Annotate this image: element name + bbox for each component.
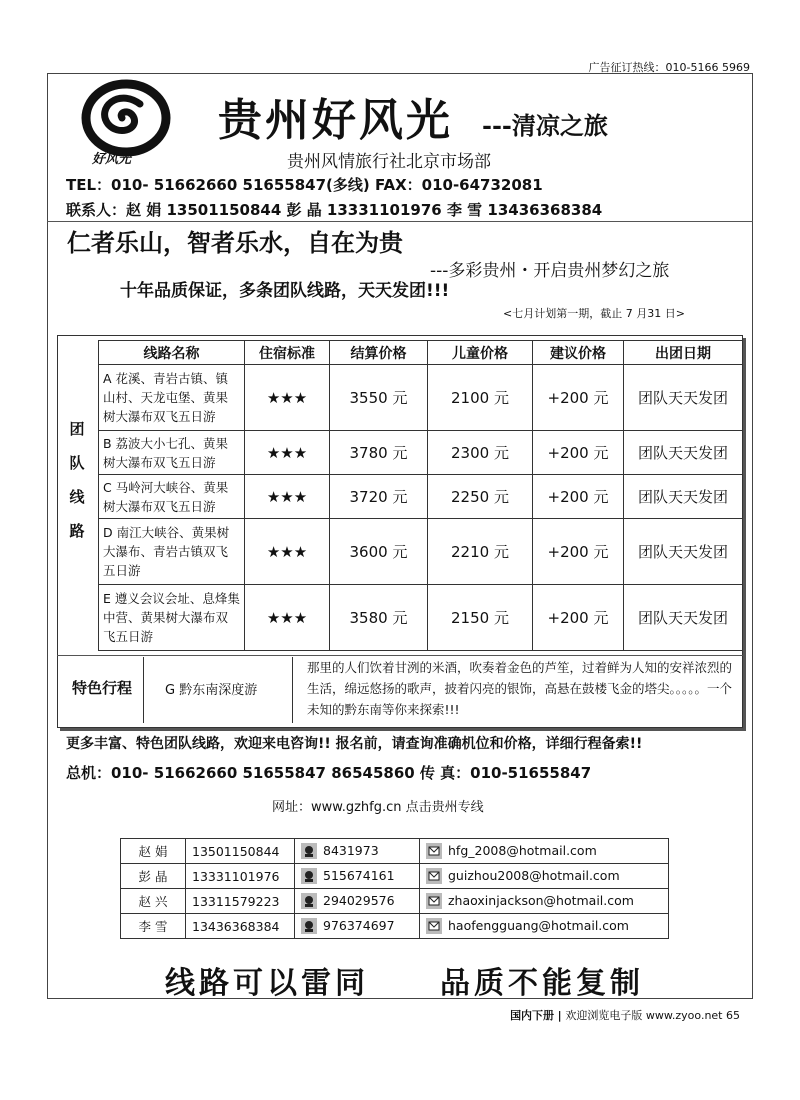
contact-qq: 8431973 xyxy=(323,842,379,858)
group-label-char: 队 xyxy=(69,454,85,472)
email-icon xyxy=(426,868,442,884)
departure: 团队天天发团 xyxy=(624,475,743,519)
contact-qq: 294029576 xyxy=(323,892,395,908)
child-price: 2250 元 xyxy=(428,475,533,519)
page-footer: 国内下册 | 欢迎浏览电子版 www.zyoo.net 65 xyxy=(510,1009,740,1022)
special-route xyxy=(57,655,743,725)
route-name: D 南江大峡谷、黄果树大瀑布、青岩古镇双飞五日游 xyxy=(99,519,245,585)
header-suggest-price: 建议价格 xyxy=(533,341,624,365)
table-row xyxy=(99,475,743,519)
phone-numbers: 总机：010- 51662660 51655847 86545860 传 真：010-51655847 xyxy=(66,764,592,782)
brand-subtitle: ---清凉之旅 xyxy=(482,111,608,140)
contact-email[interactable]: hfg_2008@hotmail.com xyxy=(448,842,597,858)
route-table-header xyxy=(99,341,743,365)
contact-phone: 13331101976 xyxy=(186,864,295,889)
special-divider-2 xyxy=(292,657,293,723)
hotel-stars: ★★★ xyxy=(245,365,330,431)
contact-name: 赵 兴 xyxy=(121,889,186,914)
child-price: 2210 元 xyxy=(428,519,533,585)
group-label-char: 路 xyxy=(69,522,85,540)
route-price: 3550 元 xyxy=(330,365,428,431)
table-row xyxy=(121,839,669,864)
table-row xyxy=(121,889,669,914)
logo-text: 好风光 xyxy=(92,152,132,167)
route-name: E 遵义会议会址、息烽集中营、黄果树大瀑布双飞五日游 xyxy=(99,585,245,651)
tagline-right: 品质不能复制 xyxy=(440,966,644,1001)
header-departure: 出团日期 xyxy=(624,341,743,365)
special-label: 特色行程 xyxy=(71,679,132,697)
hotel-stars: ★★★ xyxy=(245,431,330,475)
qq-icon xyxy=(301,893,317,909)
contact-qq: 976374697 xyxy=(323,917,395,933)
agency-name: 贵州风情旅行社北京市场部 xyxy=(287,152,491,172)
route-price: 3720 元 xyxy=(330,475,428,519)
hotel-stars: ★★★ xyxy=(245,519,330,585)
group-label-char: 团 xyxy=(69,420,85,438)
contact-name: 赵 娟 xyxy=(121,839,186,864)
table-row xyxy=(121,914,669,939)
contact-email[interactable]: zhaoxinjackson@hotmail.com xyxy=(448,892,634,908)
contact-name: 李 雪 xyxy=(121,914,186,939)
departure: 团队天天发团 xyxy=(624,365,743,431)
page-number: 65 xyxy=(726,1009,740,1022)
quality-slogan: 十年品质保证，多条团队线路，天天发团!!! xyxy=(120,281,450,301)
header-child-price: 儿童价格 xyxy=(428,341,533,365)
route-price: 3600 元 xyxy=(330,519,428,585)
header-hotel: 住宿标准 xyxy=(245,341,330,365)
child-price: 2150 元 xyxy=(428,585,533,651)
qq-icon xyxy=(301,868,317,884)
route-name: C 马岭河大峡谷、黄果树大瀑布双飞五日游 xyxy=(99,475,245,519)
contact-phone: 13436368384 xyxy=(186,914,295,939)
email-icon xyxy=(426,843,442,859)
tagline-left: 线路可以雷同 xyxy=(165,966,369,1001)
route-price: 3580 元 xyxy=(330,585,428,651)
header-divider xyxy=(47,221,753,222)
hotel-stars: ★★★ xyxy=(245,585,330,651)
contact-table xyxy=(120,838,669,939)
table-row xyxy=(121,864,669,889)
ad-hotline: 广告征订热线：010-5166 5969 xyxy=(588,61,750,74)
qq-icon xyxy=(301,843,317,859)
table-row xyxy=(99,431,743,475)
contact-phone: 13311579223 xyxy=(186,889,295,914)
footer-section: 国内下册 xyxy=(510,1009,555,1022)
header-route-name: 线路名称 xyxy=(99,341,245,365)
contact-persons-line: 联系人：赵 娟 13501150844 彭 晶 13331101976 李 雪 13436368384 xyxy=(66,201,603,219)
child-price: 2300 元 xyxy=(428,431,533,475)
special-divider-1 xyxy=(143,657,144,723)
table-row xyxy=(99,365,743,431)
route-table xyxy=(98,340,743,651)
special-description: 那里的人们饮着甘洌的米酒，吹奏着金色的芦笙，过着鲜为人知的安祥浓烈的生活，绵远悠扬的歌声，披着闪亮的银饰，高悬在鼓楼飞金的塔尖。。。。。一个未知的黔东南等你来探索!!! xyxy=(307,660,733,717)
suggest-price: +200 元 xyxy=(533,475,624,519)
suggest-price: +200 元 xyxy=(533,431,624,475)
group-routes-label xyxy=(64,412,90,548)
child-price: 2100 元 xyxy=(428,365,533,431)
departure: 团队天天发团 xyxy=(624,519,743,585)
brand-name: 贵州好风光 xyxy=(218,95,453,146)
route-name: B 荔波大小七孔、黄果树大瀑布双飞五日游 xyxy=(99,431,245,475)
footer-site[interactable]: 欢迎浏览电子版 www.zyoo.net xyxy=(565,1009,723,1022)
header-price: 结算价格 xyxy=(330,341,428,365)
contact-name: 彭 晶 xyxy=(121,864,186,889)
hotel-stars: ★★★ xyxy=(245,475,330,519)
route-price: 3780 元 xyxy=(330,431,428,475)
email-icon xyxy=(426,893,442,909)
suggest-price: +200 元 xyxy=(533,365,624,431)
special-route-name: G 黔东南深度游 xyxy=(165,683,258,698)
departure: 团队天天发团 xyxy=(624,585,743,651)
contact-email[interactable]: guizhou2008@hotmail.com xyxy=(448,867,620,883)
contact-phone: 13501150844 xyxy=(186,839,295,864)
tel-fax-line: TEL：010- 51662660 51655847(多线) FAX：010-64732081 xyxy=(66,176,543,194)
departure: 团队天天发团 xyxy=(624,431,743,475)
suggest-price: +200 元 xyxy=(533,519,624,585)
more-info: 更多丰富、特色团队线路，欢迎来电咨询!! 报名前，请查询准确机位和价格，详细行程备索!! xyxy=(66,736,643,752)
plan-note: <七月计划第一期，截止 7 月31 日> xyxy=(503,307,685,320)
main-slogan: 仁者乐山，智者乐水，自在为贵 xyxy=(67,229,403,257)
contact-email[interactable]: haofengguang@hotmail.com xyxy=(448,917,629,933)
table-row xyxy=(99,519,743,585)
website[interactable]: 网址：www.gzhfg.cn 点击贵州专线 xyxy=(272,800,484,815)
qq-icon xyxy=(301,918,317,934)
route-name: A 花溪、青岩古镇、镇山村、天龙屯堡、黄果树大瀑布双飞五日游 xyxy=(99,365,245,431)
contact-qq: 515674161 xyxy=(323,867,395,883)
suggest-price: +200 元 xyxy=(533,585,624,651)
table-row xyxy=(99,585,743,651)
sub-slogan: ---多彩贵州・开启贵州梦幻之旅 xyxy=(430,261,670,281)
email-icon xyxy=(426,918,442,934)
group-label-char: 线 xyxy=(69,488,85,506)
